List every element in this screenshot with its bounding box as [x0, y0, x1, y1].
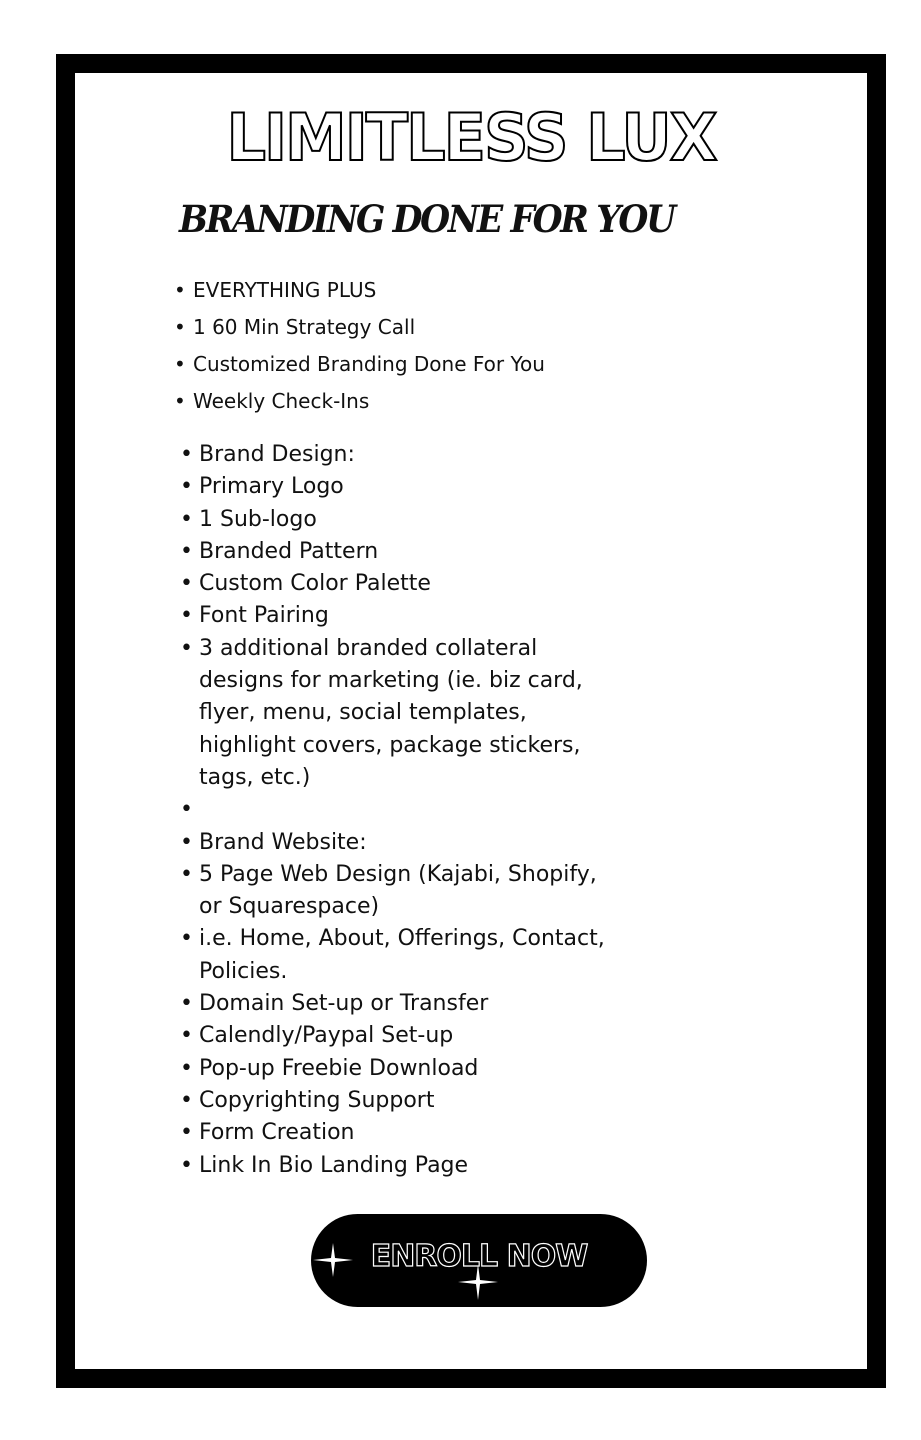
list-item-text: 1 Sub-logo	[199, 506, 317, 532]
bullet-icon: •	[180, 603, 193, 629]
bullet-icon: •	[180, 442, 193, 467]
list-item	[180, 1053, 620, 1085]
list-item-text: 1 60 Min Strategy Call	[193, 315, 416, 339]
list-item-text: i.e. Home, About, Offerings, Contact, Policies.	[199, 926, 605, 984]
list-item-text: Form Creation	[199, 1120, 355, 1146]
list-item	[180, 1117, 620, 1149]
offer-card	[56, 54, 886, 1388]
list-item-text: Branded Pattern	[199, 538, 379, 564]
bullet-icon: •	[174, 389, 186, 413]
list-item	[180, 600, 620, 632]
list-item	[180, 536, 620, 568]
bullet-icon: •	[180, 861, 193, 887]
list-item	[174, 346, 545, 383]
bullet-icon: •	[180, 829, 193, 855]
bullet-icon: •	[180, 506, 193, 532]
enroll-now-button[interactable]	[311, 1214, 647, 1307]
bullet-icon: •	[180, 1087, 193, 1113]
bullet-icon: •	[174, 352, 186, 376]
bullet-icon: •	[180, 538, 193, 564]
bullet-icon: •	[180, 1055, 193, 1081]
list-item-text: EVERYTHING PLUS	[193, 278, 377, 302]
list-item	[180, 504, 620, 536]
list-item-text: Primary Logo	[199, 474, 344, 500]
summary-list	[174, 272, 545, 420]
list-item	[180, 1085, 620, 1117]
list-item-text: 3 additional branded collateral designs for marketing (ie. biz card, flyer, menu, social templates, highlight covers, package stickers, tags, etc.)	[199, 635, 583, 790]
list-item-text: Copyrighting Support	[199, 1087, 435, 1113]
bullet-icon: •	[174, 315, 186, 339]
list-item-text: Font Pairing	[199, 603, 329, 629]
bullet-icon: •	[180, 635, 193, 661]
list-item	[174, 309, 545, 346]
bullet-icon: •	[180, 1023, 193, 1049]
list-item	[180, 827, 620, 859]
bullet-icon: •	[180, 474, 193, 500]
list-item-text: Calendly/Paypal Set-up	[199, 1023, 454, 1049]
list-item	[174, 272, 545, 309]
list-item	[180, 439, 620, 471]
list-item-text: Pop-up Freebie Download	[199, 1055, 479, 1081]
list-item-text: 5 Page Web Design (Kajabi, Shopify, or Squarespace)	[199, 861, 597, 920]
list-item	[180, 633, 620, 794]
list-item	[180, 1020, 620, 1052]
list-item	[180, 568, 620, 600]
list-item	[180, 988, 620, 1020]
list-item-text: Domain Set-up or Transfer	[199, 991, 489, 1017]
list-item	[180, 471, 620, 503]
page-subtitle: BRANDING DONE FOR YOU	[179, 197, 674, 241]
list-item-empty	[180, 794, 620, 826]
list-item-text: Custom Color Palette	[199, 571, 431, 597]
bullet-icon: •	[174, 278, 186, 302]
list-item-text: Link In Bio Landing Page	[199, 1152, 469, 1178]
bullet-icon: •	[180, 991, 193, 1017]
enroll-now-label: ENROLL NOW	[370, 1239, 588, 1274]
bullet-icon: •	[180, 1120, 193, 1146]
bullet-icon: •	[180, 571, 193, 597]
list-item	[180, 1150, 620, 1182]
list-item	[180, 923, 620, 988]
details-list	[180, 439, 620, 1182]
list-item	[180, 859, 620, 924]
bullet-icon: •	[180, 1152, 193, 1178]
page-title: LIMITLESS LUX	[226, 99, 716, 176]
list-item-text: Brand Design:	[199, 442, 355, 467]
list-item-text: Customized Branding Done For You	[193, 352, 545, 376]
bullet-icon: •	[180, 797, 193, 823]
list-item-text: Brand Website:	[199, 829, 367, 855]
list-item	[174, 383, 545, 420]
list-item-text: Weekly Check-Ins	[193, 389, 370, 413]
bullet-icon: •	[180, 926, 193, 952]
